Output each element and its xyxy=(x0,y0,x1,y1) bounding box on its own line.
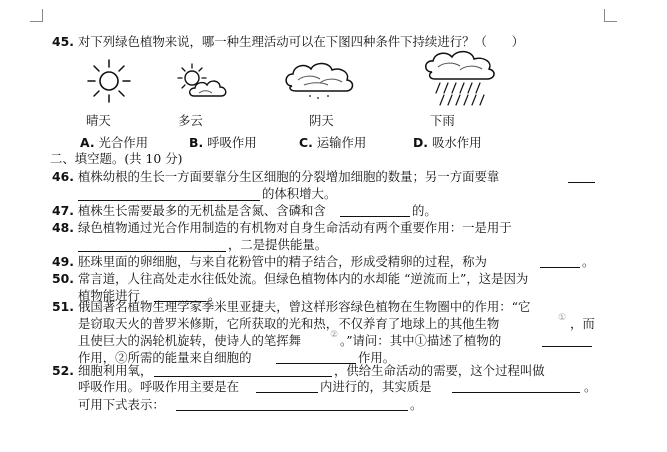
question-text: 且使巨大的涡轮机旋转，使诗人的笔挥舞 xyxy=(78,333,302,348)
question-text: 内进行的，其实质是 xyxy=(320,379,432,394)
question-number: 48. xyxy=(52,220,74,235)
question-text: 俄国著名植物生理学家季米里亚捷夫，曾这样形容绿色植物在生物圈中的作用：“它 xyxy=(78,299,531,314)
question-text: 。 xyxy=(410,397,423,412)
question-text: ，而 xyxy=(570,316,595,331)
question-text: 可用下式表示： xyxy=(78,397,165,412)
question-number: 47. xyxy=(52,203,74,218)
question-text: 作用，②所需的能量来自细胞的 xyxy=(78,350,252,365)
rain-icon xyxy=(420,48,502,108)
question-number: 50. xyxy=(52,271,74,286)
question-text: 植株生长需要最多的无机盐是含氮、含磷和含 xyxy=(78,203,326,218)
overcast-icon xyxy=(282,58,358,104)
weather-label-rain: 下雨 xyxy=(430,113,455,128)
question-text: 的体积增大。 xyxy=(262,186,337,201)
question-text: 常言道，人往高处走水往低处流。但绿色植物体内的水却能 “逆流而上”，这是因为 xyxy=(78,271,529,286)
question-text: 植物能进行 xyxy=(78,288,140,303)
answer-blank[interactable] xyxy=(176,398,408,411)
footnote-mark: ② xyxy=(330,330,339,340)
question-number: 49. xyxy=(52,254,74,269)
answer-blank[interactable] xyxy=(78,239,226,252)
question-text: 对下列绿色植物来说，哪一种生理活动可以在下图四种条件下持续进行？（ ） xyxy=(78,34,525,49)
question-text: 。 xyxy=(582,254,595,269)
question-text: 。 xyxy=(584,379,597,394)
answer-blank[interactable] xyxy=(78,188,260,201)
question-text: 胚珠里面的卵细胞，与来自花粉管中的精子结合，形成受精卵的过程，称为 xyxy=(78,254,487,269)
question-text: 作用。 xyxy=(358,350,396,365)
option-b: B. 呼吸作用 xyxy=(189,135,257,150)
sun-icon xyxy=(86,58,132,104)
answer-blank[interactable] xyxy=(568,170,595,183)
answer-blank[interactable] xyxy=(256,380,318,393)
weather-label-overcast: 阴天 xyxy=(309,113,334,128)
question-text: 是窃取天火的普罗米修斯，它所获取的光和热，不仅养育了地球上的其他生物 xyxy=(78,316,500,331)
question-text: 呼吸作用。呼吸作用主要是在 xyxy=(78,379,240,394)
weather-label-sunny: 晴天 xyxy=(86,113,111,128)
question-text: 绿色植物通过光合作用制造的有机物对自身生命活动有两个重要作用：一是用于 xyxy=(78,220,512,235)
question-text: 。 xyxy=(208,288,221,303)
answer-blank[interactable] xyxy=(540,255,580,268)
answer-blank[interactable] xyxy=(340,204,410,217)
question-text: 。”请问：其中①描述了植物的 xyxy=(340,333,502,348)
footnote-mark: ① xyxy=(558,313,567,323)
question-number: 52. xyxy=(52,363,74,378)
partly-cloudy-icon xyxy=(172,62,234,102)
option-c: C. 运输作用 xyxy=(299,135,367,150)
weather-label-cloudy: 多云 xyxy=(178,113,203,128)
question-text: 的。 xyxy=(412,203,437,218)
option-d: D. 吸水作用 xyxy=(413,135,482,150)
question-text: ，二是提供能量。 xyxy=(228,237,328,252)
page-corner-mark-right xyxy=(604,9,617,22)
option-a: A. 光合作用 xyxy=(80,135,149,150)
question-number: 51. xyxy=(52,299,74,314)
answer-blank[interactable] xyxy=(452,380,580,393)
question-text: 植株幼根的生长一方面要靠分生区细胞的分裂增加细胞的数量；另一方面要靠 xyxy=(78,169,500,184)
question-text: 细胞利用氧， xyxy=(78,363,153,378)
section-title: 二、填空题。(共 10 分) xyxy=(50,151,183,166)
answer-blank[interactable] xyxy=(542,334,592,347)
page-corner-mark-left xyxy=(30,9,43,22)
question-text: ，供给生命活动的需要，这个过程叫做 xyxy=(334,363,545,378)
question-number: 45. xyxy=(52,34,74,49)
answer-blank[interactable] xyxy=(154,364,332,377)
question-number: 46. xyxy=(52,169,74,184)
